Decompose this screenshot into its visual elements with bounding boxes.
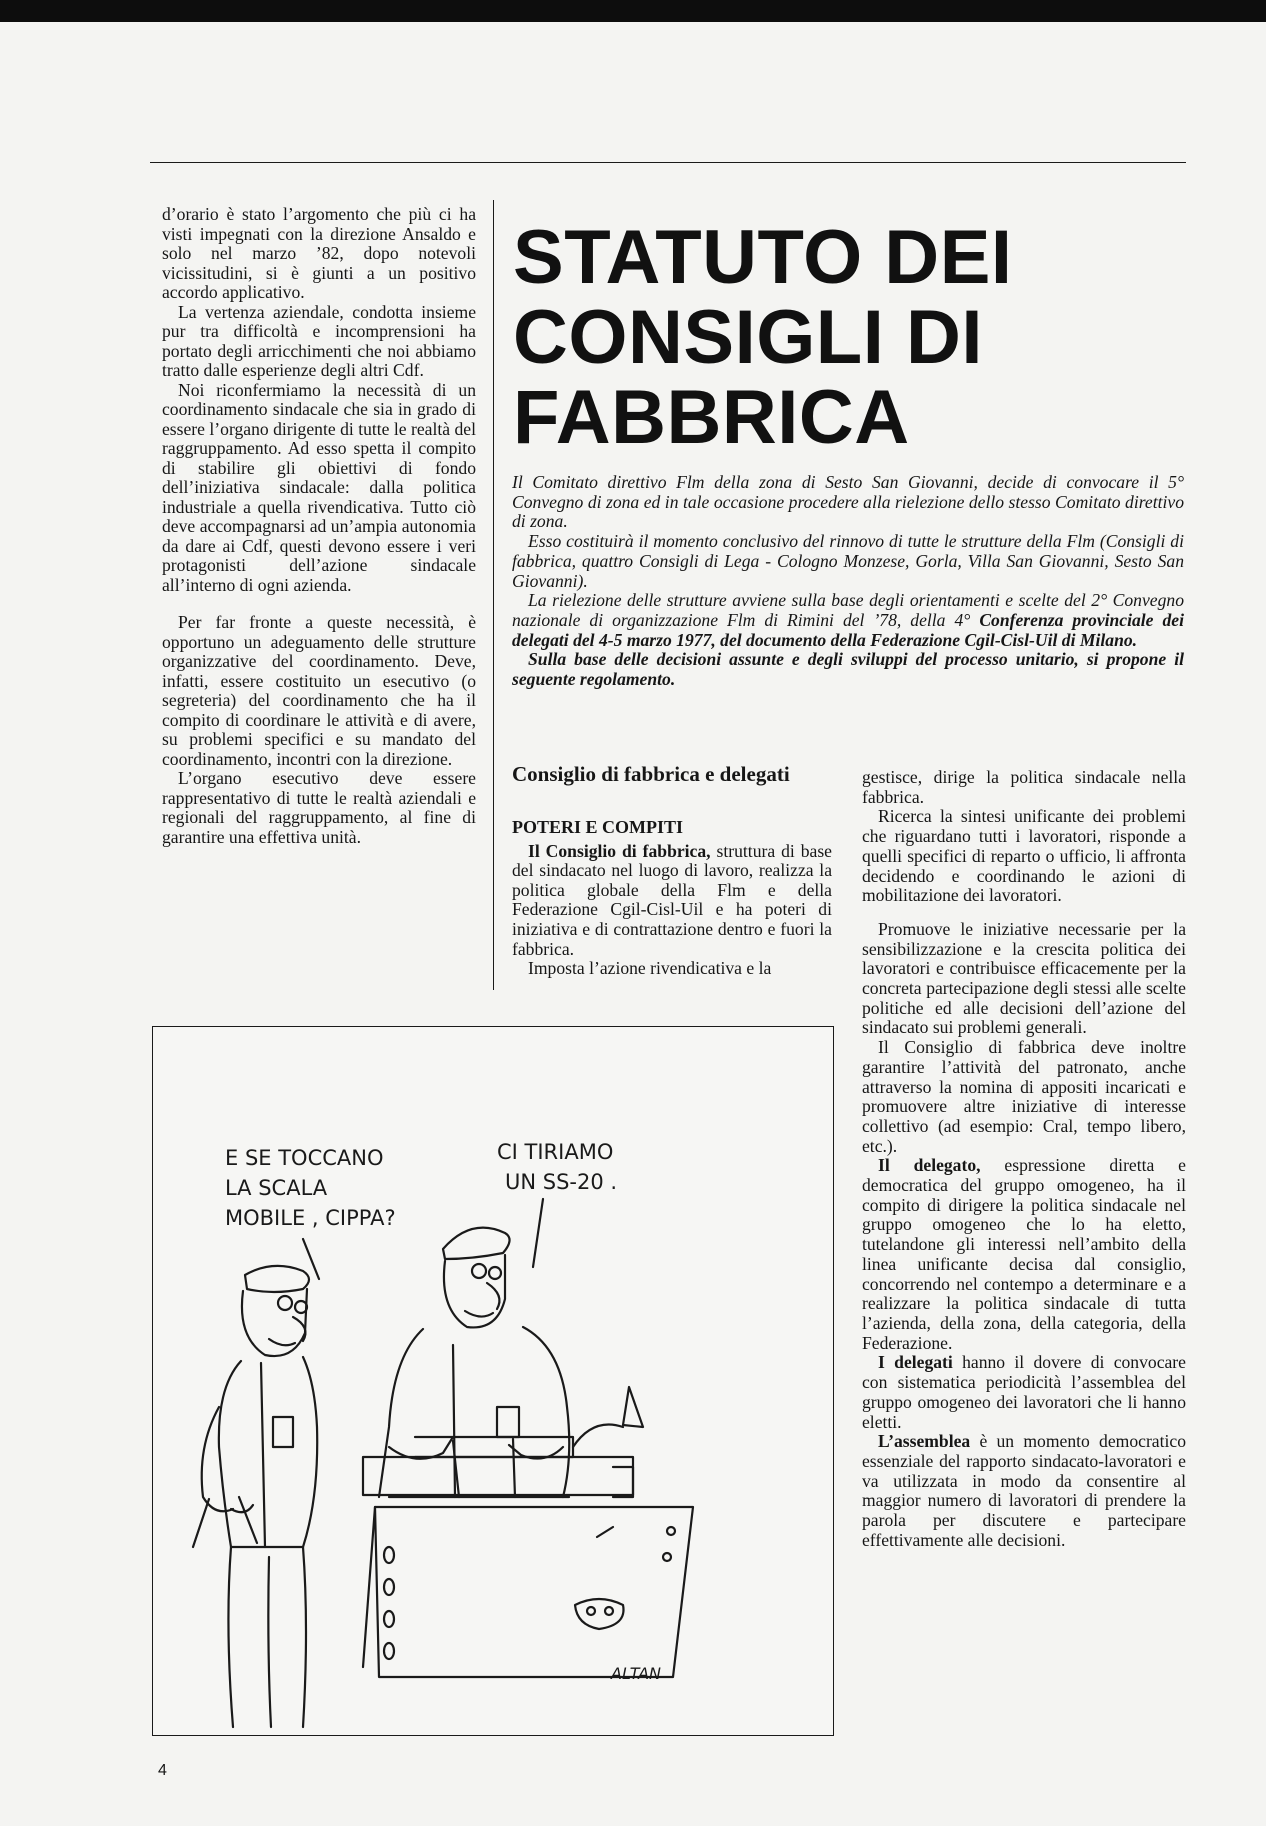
intro-bold-span: Conferenza provinciale dei delegati del 4-5 marzo 1977, del documento della Federazione Cgil-Cisl-Uil di Milano. (512, 609, 1184, 650)
cartoon-frame (152, 1026, 834, 1736)
left-paragraph: d’orario è stato l’argomento che più ci ha visti impegnati con la direzione Ansaldo e solo nel marzo ’82, dopo notevoli vicissitudini, si è giunti a un positivo accordo applicativo. (162, 204, 476, 302)
paragraph-text: struttura di base del sindacato nel luogo di lavoro, realizza la politica globale della Flm e della Federazione Cgil-Cisl-Uil e ha poteri di iniziativa e di contrattazione dentro e fuori la fabbrica. (512, 840, 832, 959)
right-column (862, 768, 1186, 1550)
right-paragraph (862, 1432, 1186, 1550)
intro-paragraph (512, 591, 1184, 650)
speech-line: CI TIRIAMO (497, 1140, 614, 1164)
left-worker (193, 1266, 317, 1727)
speech-line: MOBILE , CIPPA? (225, 1206, 396, 1230)
workbench (363, 1387, 693, 1677)
intro-paragraph: Il Comitato direttivo Flm della zona di Sesto San Giovanni, decide di convocare il 5° Convegno di zona ed in tale occasione procedere alla rielezione dello stesso Comitato direttivo di zona. (512, 472, 1184, 532)
right-paragraph: gestisce, dirige la politica sindacale nella fabbrica. (862, 767, 1186, 807)
middle-paragraph (512, 842, 832, 960)
page-title: STATUTO DEI CONSIGLI DI FABBRICA (513, 215, 1013, 460)
right-paragraph: Promuove le iniziative necessarie per la sensibilizzazione e la crescita politica dei lavoratori e contribuisce efficacemente per la concreta partecipazione degli stessi alle scelte politiche ed alle decisioni dell’azione del sindacato sui problemi generali. (862, 918, 1186, 1038)
cartoon-illustration (153, 1027, 833, 1735)
paragraph-text: hanno il dovere di convocare con sistematica periodicità l’assemblea del gruppo omogeneo dei lavoratori che li hanno eletti. (862, 1352, 1186, 1432)
speech-pointer (533, 1199, 543, 1267)
paragraph-text: è un momento democratico essenziale del rapporto sindacato-lavoratori e va utilizzata in modo da consentire al maggior numero di lavoratori di prendere la parola per discutere e partecipare effettivamente alle decisioni. (862, 1431, 1186, 1550)
column-rule (493, 200, 494, 990)
document-page (0, 22, 1266, 1826)
right-paragraph: Ricerca la sintesi unificante dei problemi che riguardano tutti i lavoratori, risponde a quelli specifici di reparto o ufficio, li affronta decidendo e coordinando le azioni di mobilitazione dei lavoratori. (862, 806, 1186, 906)
middle-paragraph: Imposta l’azione rivendicativa e la (528, 958, 772, 979)
left-paragraph: Per far fronte a queste necessità, è opportuno un adeguamento delle strutture organizzative del coordinamento. Deve, infatti, essere costituito un esecutivo (o segreteria) del coordinamento che ha il compito di coordinare le attività e di avere, su problemi specifici e su mandato del coordinamento, incontri con la direzione. (162, 612, 476, 769)
left-paragraph: L’organo esecutivo deve essere rappresentativo di tutte le realtà aziendali e regionali del raggruppamento, al fine di garantire una effettiva unità. (162, 768, 476, 847)
section-heading: Consiglio di fabbrica e delegati (512, 762, 790, 786)
left-paragraph: La vertenza aziendale, condotta insieme pur tra difficoltà e incomprensioni ha portato degli arricchimenti che noi abbiamo tratto dalle esperienze degli altri Cdf. (162, 301, 476, 380)
left-paragraph: Noi riconfermiamo la necessità di un coordinamento sindacale che sia in grado di essere l’organo dirigente di tutte le realtà del raggruppamento. Ad esso spetta il compito di stabilire gli obiettivi di fondo dell’iniziativa sindacale: dalla politica industriale a quella rivendicativa. Tutto ciò deve accompagnarsi ad un’ampia autonomia da dare ai Cdf, questi devono essere i veri protagonisti dell’azione sindacale all’interno di ogni azienda. (162, 379, 476, 595)
right-paragraph (862, 1353, 1186, 1432)
page-number: 4 (158, 1762, 167, 1779)
middle-column (512, 818, 832, 979)
bold-lead: L’assemblea (878, 1431, 971, 1452)
top-rule (150, 162, 1186, 163)
subheading: POTERI E COMPITI (512, 817, 684, 837)
cartoon-signature: ALTAN (611, 1664, 661, 1683)
bold-lead: Il delegato, (878, 1155, 981, 1176)
intro-text-span: La rielezione delle strutture avviene sulla base degli orientamenti e scelte del 2° Convegno nazionale di organizzazione Flm di Rimini del ’78, della 4° (512, 590, 1184, 630)
bold-lead: Il Consiglio di fabbrica, (528, 840, 711, 861)
speech-line: LA SCALA (225, 1176, 328, 1200)
paragraph-text: espressione diretta e democratica del gruppo omogeneo, ha il compito di dirigere la politica sindacale nel gruppo omogeneo che lo ha eletto, tutelandone gli interessi nell’ambito della linea unificante decisa dal consiglio, concorrendo nel contempo a determinare e a realizzare la politica sindacale di tutta l’azienda, della zona, della categoria, della Federazione. (862, 1155, 1186, 1353)
right-paragraph (862, 1156, 1186, 1353)
right-paragraph: Il Consiglio di fabbrica deve inoltre garantire l’attività del patronato, anche attraverso la nomina di appositi incaricati e promuovere altre iniziative di interesse collettivo (ad esempio: Cral, tempo libero, etc.). (862, 1037, 1186, 1156)
speech-line: UN SS-20 . (505, 1170, 618, 1194)
speech-line: E SE TOCCANO (225, 1146, 384, 1170)
intro-paragraph: Esso costituirà il momento conclusivo del rinnovo di tutte le strutture della Flm (Consigli di fabbrica, quattro Consigli di Lega - Cologno Monzese, Gorla, Villa San Giovanni, Sesto San Giovanni). (512, 531, 1184, 591)
intro-text (512, 473, 1184, 690)
bold-lead: I delegati (878, 1352, 953, 1373)
left-column (162, 205, 476, 847)
intro-paragraph-bold: Sulla base delle decisioni assunte e degli sviluppi del processo unitario, si propone il seguente regolamento. (512, 649, 1184, 690)
